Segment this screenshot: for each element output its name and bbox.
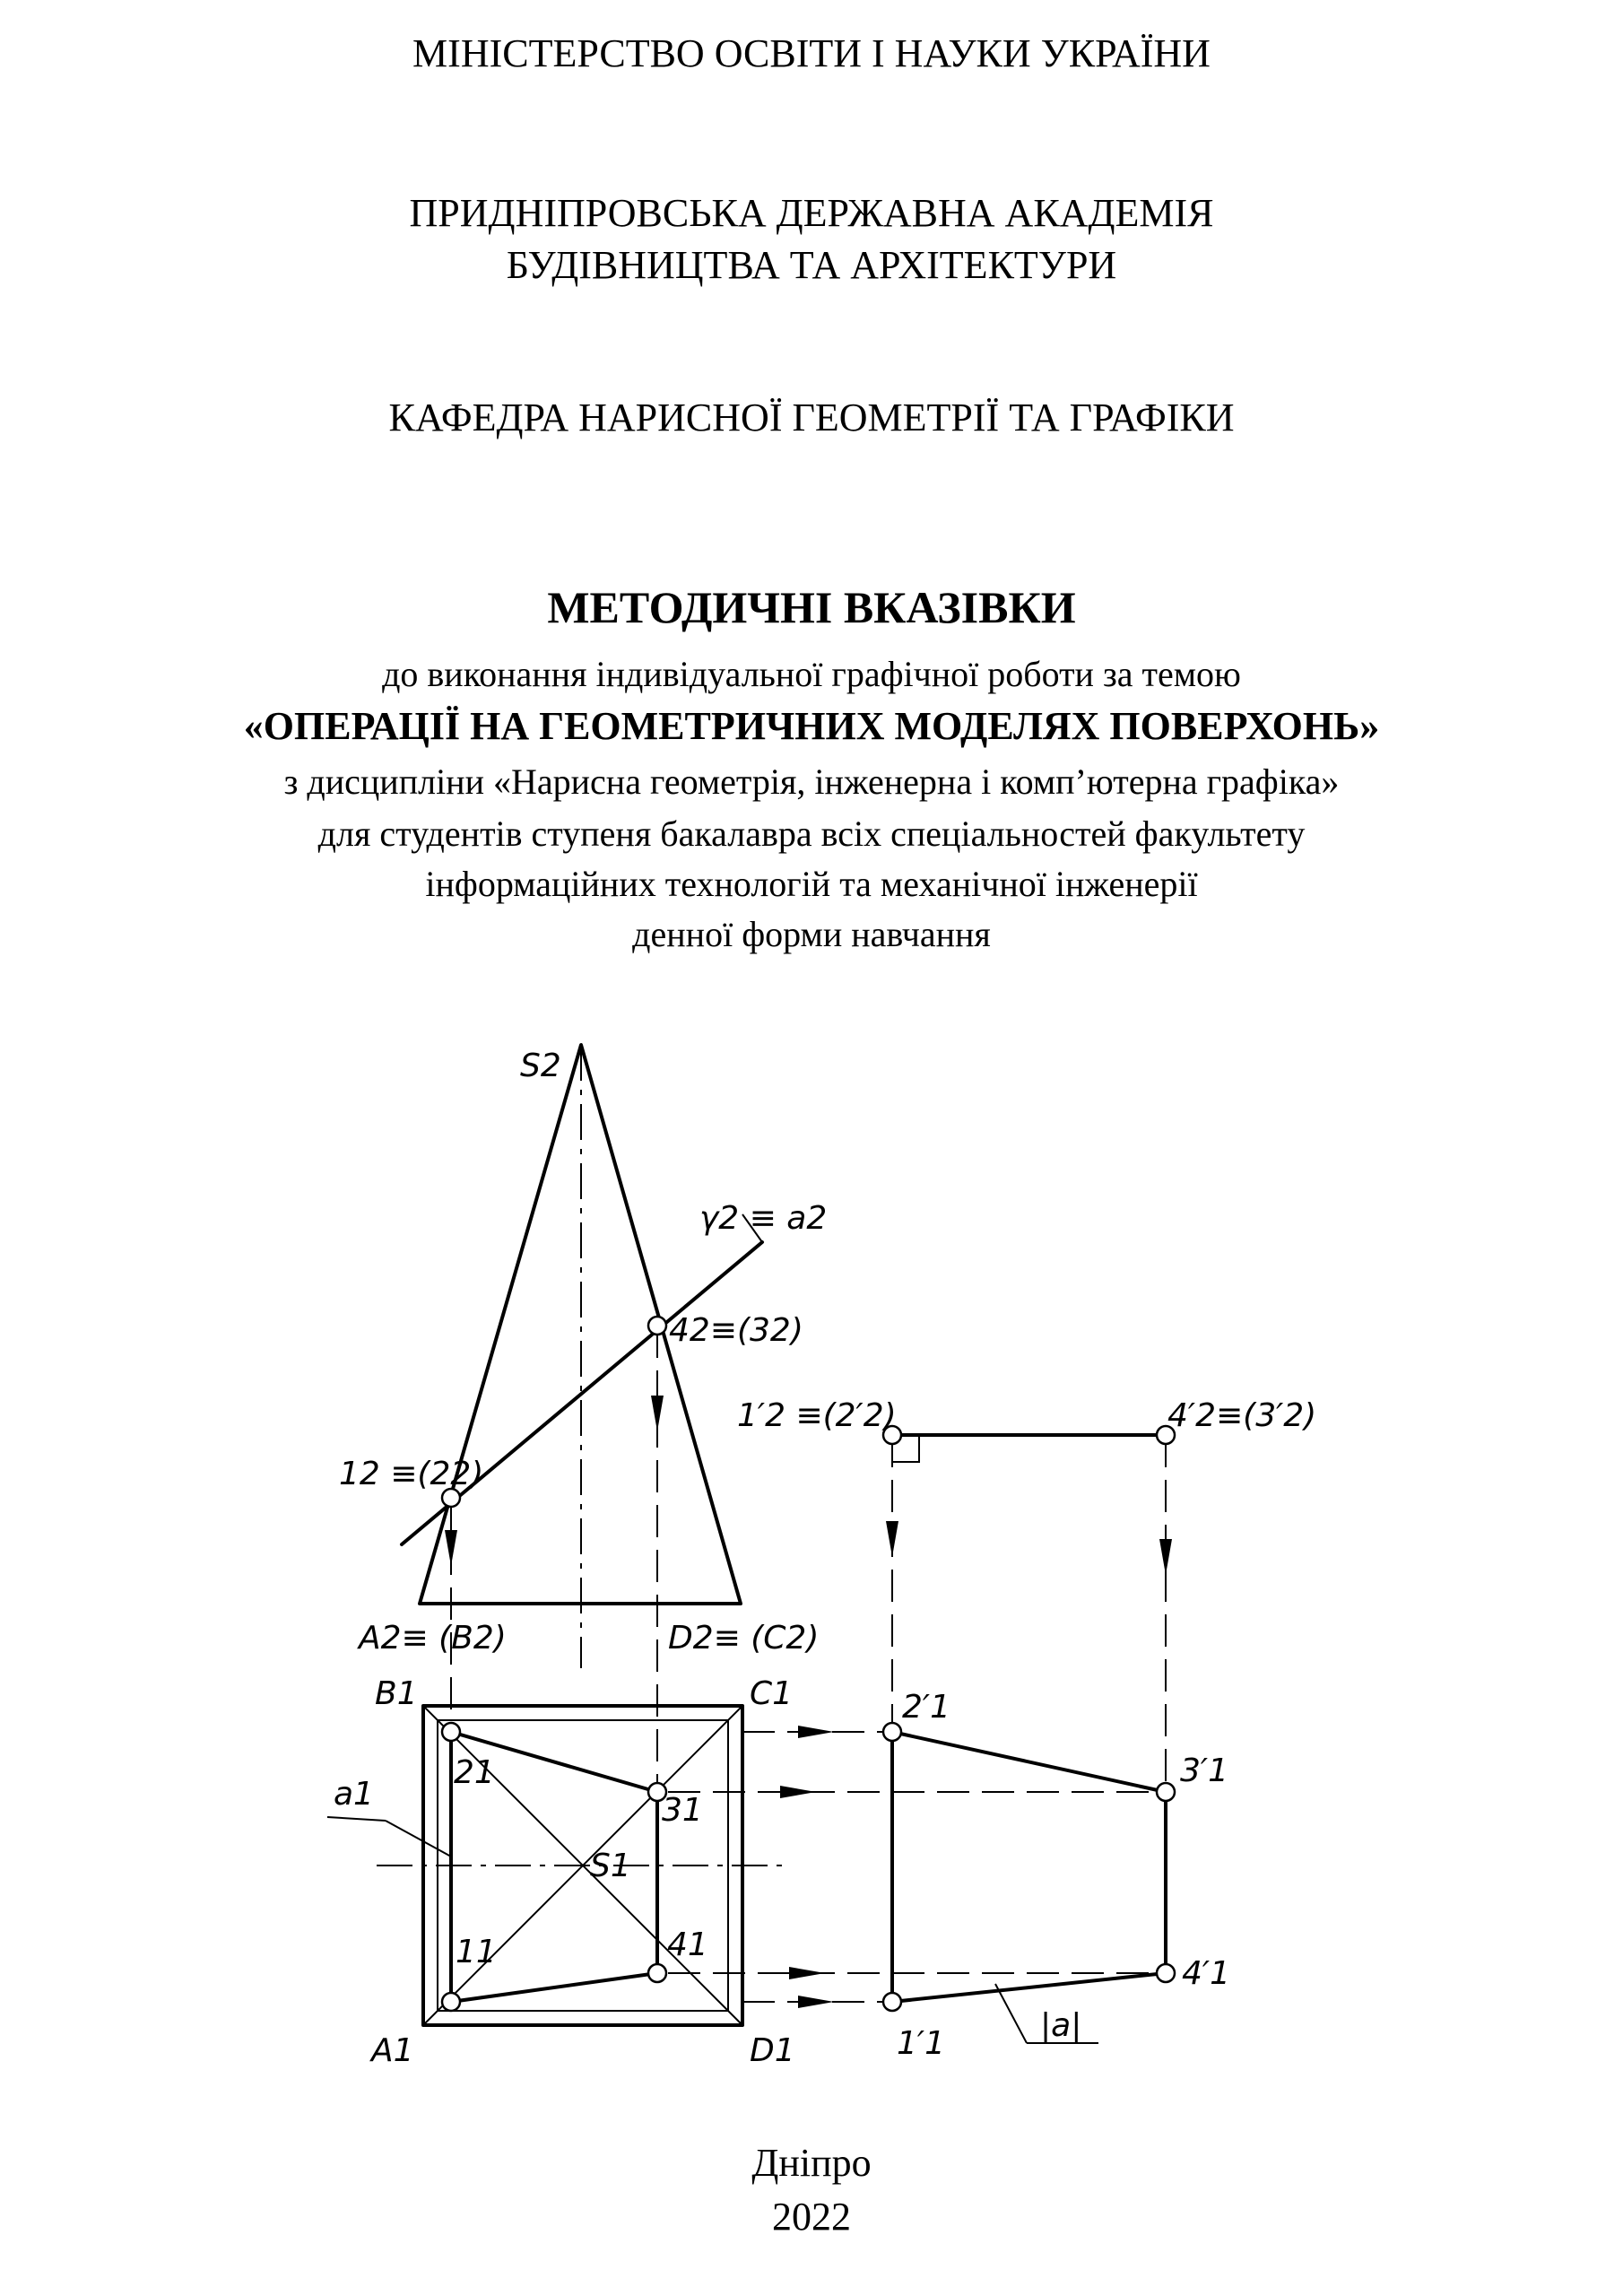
label-12: 12 ≡(22)	[339, 1456, 484, 1492]
point-31-prime	[1157, 1783, 1175, 1801]
point-21	[442, 1723, 460, 1741]
a1-leader-1	[327, 1817, 386, 1821]
label-a1-line: a1	[334, 1776, 374, 1813]
arrow-right-2	[798, 1726, 834, 1738]
subtitle-line-6: денної форми навчання	[632, 914, 991, 954]
academy-name-line1: ПРИДНІПРОВСЬКА ДЕРЖАВНА АКАДЕМІЯ	[409, 191, 1214, 235]
figure-labels	[334, 1048, 1316, 2069]
label-b1: B1	[375, 1675, 418, 1712]
top-view	[327, 1706, 789, 2025]
ministry-name: МІНІСТЕРСТВО ОСВІТИ І НАУКИ УКРАЇНИ	[412, 31, 1211, 75]
subtitle-line-4: для студентів ступеня бакалавра всіх спеціальностей факультету	[317, 813, 1306, 854]
document-title: МЕТОДИЧНІ ВКАЗІВКИ	[547, 582, 1076, 632]
front-view	[402, 1045, 762, 1785]
label-a2b2: A2≡ (B2)	[359, 1620, 507, 1657]
a1-leader-2	[386, 1821, 451, 1857]
label-42: 42≡(32)	[669, 1312, 803, 1349]
arrow-down-4	[651, 1396, 664, 1431]
label-c1: C1	[750, 1675, 794, 1712]
arrow-down-aux-right	[1159, 1539, 1172, 1575]
point-11-prime	[883, 1993, 901, 2011]
academy-name-line2: БУДІВНИЦТВА ТА АРХІТЕКТУРИ	[506, 243, 1117, 287]
point-21-prime	[883, 1723, 901, 1741]
city: Дніпро	[751, 2141, 872, 2185]
true-size-leader-1	[995, 1984, 1027, 2043]
label-42-prime: 4′2≡(3′2)	[1167, 1397, 1317, 1434]
label-true-size: |a|	[1040, 2007, 1082, 2044]
department-name: КАФЕДРА НАРИСНОЇ ГЕОМЕТРІЇ ТА ГРАФІКИ	[388, 396, 1235, 439]
label-11: 11	[456, 1934, 497, 1970]
arrow-right-4	[789, 1967, 825, 1979]
topic-title: «ОПЕРАЦІЇ НА ГЕОМЕТРИЧНИХ МОДЕЛЯХ ПОВЕРХОНЬ»	[243, 704, 1380, 748]
label-31-prime: 3′1	[1180, 1752, 1228, 1789]
arrow-right-1	[798, 1996, 834, 2008]
label-12-prime: 1′2 ≡(2′2)	[737, 1397, 897, 1434]
label-d1: D1	[750, 2032, 795, 2069]
label-41-prime: 4′1	[1182, 1955, 1230, 1992]
label-41: 41	[667, 1926, 708, 1963]
label-11-prime: 1′1	[897, 2025, 945, 2062]
arrow-right-3	[780, 1786, 816, 1798]
label-d2c2: D2≡ (C2)	[668, 1620, 820, 1657]
subtitle-line-5: інформаційних технологій та механічної інженерії	[425, 864, 1198, 904]
point-42	[648, 1317, 666, 1335]
subtitle-line-3: з дисципліни «Нарисна геометрія, інженерна і комп’ютерна графіка»	[283, 761, 1340, 802]
label-31: 31	[662, 1792, 703, 1829]
section-true-size	[892, 1732, 1166, 2002]
year: 2022	[772, 2195, 851, 2239]
label-s1: S1	[590, 1848, 631, 1884]
true-size-view	[883, 1426, 1175, 2043]
subtitle-line-1: до виконання індивідуальної графічної роботи за темою	[382, 654, 1241, 694]
label-gamma2: γ2 ≡ a2	[699, 1200, 828, 1237]
label-21: 21	[454, 1754, 495, 1791]
label-a1-vertex: A1	[371, 2032, 414, 2069]
label-s2: S2	[520, 1048, 561, 1084]
point-41	[648, 1964, 666, 1982]
point-11	[442, 1993, 460, 2011]
label-21-prime: 2′1	[902, 1689, 950, 1726]
arrow-down-aux-left	[886, 1521, 898, 1557]
point-41-prime	[1157, 1964, 1175, 1982]
arrow-down-1	[445, 1530, 457, 1566]
